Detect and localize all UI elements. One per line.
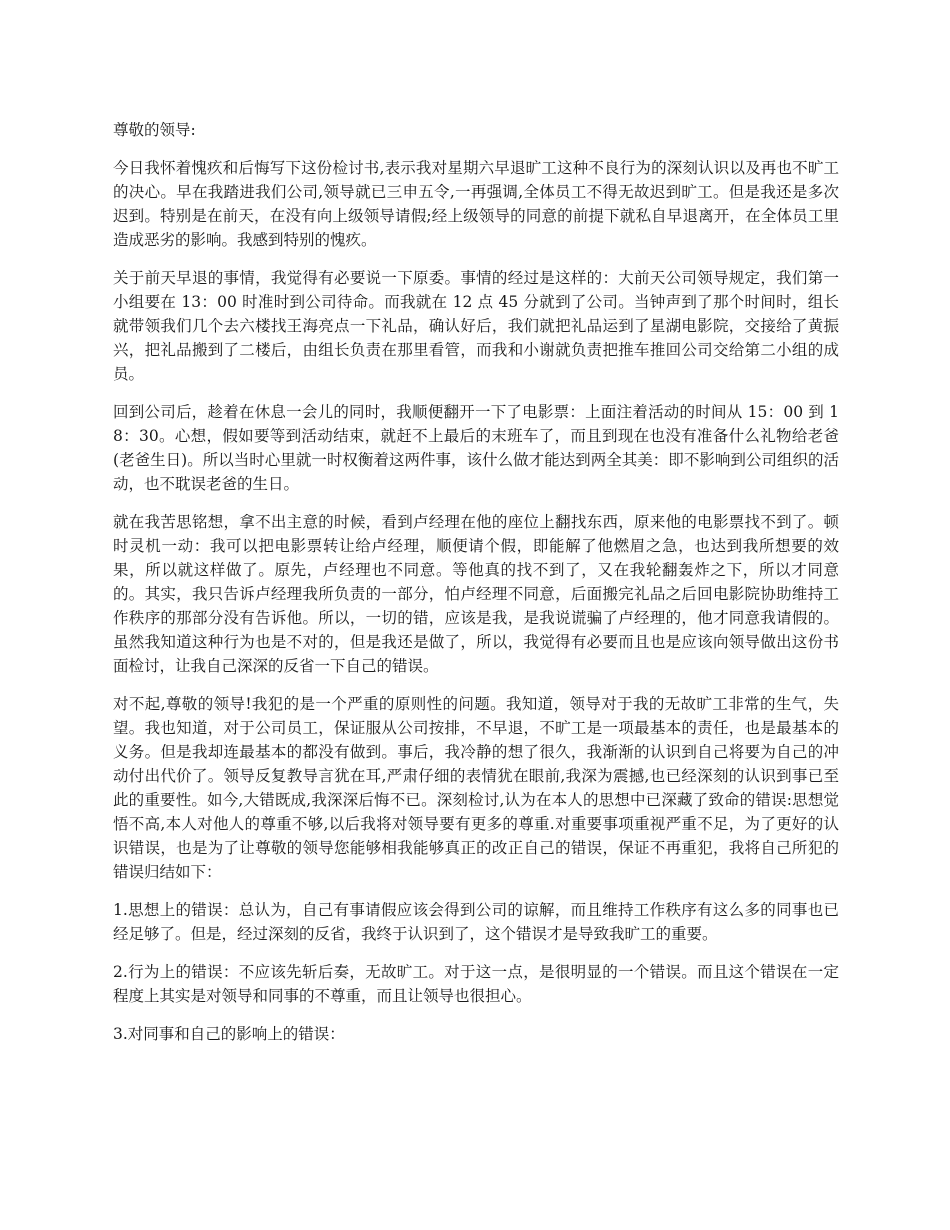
paragraph-apology: 对不起,尊敬的领导!我犯的是一个严重的原则性的问题。我知道，领导对于我的无故旷工非常的生气，失望。我也知道，对于公司员工，保证服从公司按排，不早退，不旷工是一项最基本的责任，也是最基本的义务。但是我却连最基本的都没有做到。事后，我冷静的想了很久，我渐渐的认识到自己将要为自己的冲动付出代价了。领导反复教导言犹在耳,严肃仔细的表情犹在眼前,我深为震撼,也已经深刻的认识到事已至此的重要性。如今,大错既成,我深深后悔不已。深刻检讨,认为在本人的思想中已深藏了致命的错误:思想觉悟不高,本人对他人的尊重不够,以后我将对领导要有更多的尊重.对重要事项重视严重不足，为了更好的认识错误，也是为了让尊敬的领导您能够相我能够真正的改正自己的错误，保证不再重犯，我将自己所犯的错误归结如下： [113,695,839,881]
document-body [113,118,839,1060]
paragraph-error-2: 2.行为上的错误：不应该先斩后奏，无故旷工。对于这一点，是很明显的一个错误。而且这个错误在一定程度上其实是对领导和同事的不尊重，而且让领导也很担心。 [113,963,839,1005]
paragraph-return: 回到公司后，趁着在休息一会儿的同时，我顺便翻开一下了电影票：上面注着活动的时间从 15：00 到 18：30。心想，假如要等到活动结束，就赶不上最后的末班车了，而且到现在也没有准备什么礼物给老爸(老爸生日)。所以当时心里就一时权衡着这两件事，该什么做才能达到两全其美：即不影响到公司组织的活动，也不耽误老爸的生日。 [113,403,839,493]
paragraph-error-3: 3.对同事和自己的影响上的错误： [113,1025,345,1043]
paragraph-background: 关于前天早退的事情，我觉得有必要说一下原委。事情的经过是这样的：大前天公司领导规定，我们第一小组要在 13：00 时准时到公司待命。而我就在 12 点 45 分就到了公司。当钟声到了那个时间时，组长就带领我们几个去六楼找王海亮点一下礼品，确认好后，我们就把礼品运到了星湖电影院，交接给了黄振兴，把礼品搬到了二楼后，由组长负责在那里看管，而我和小谢就负责把推车推回公司交给第二小组的成员。 [113,269,839,383]
paragraph-ticket: 就在我苦思铭想，拿不出主意的时候，看到卢经理在他的座位上翻找东西，原来他的电影票找不到了。顿时灵机一动：我可以把电影票转让给卢经理，顺便请个假，即能解了他燃眉之急，也达到我所想要的效果，所以就这样做了。原先，卢经理也不同意。等他真的找不到了，又在我轮翻轰炸之下，所以才同意的。其实，我只告诉卢经理我所负责的一部分，怕卢经理不同意，后面搬完礼品之后回电影院协助维持工作秩序的那部分没有告诉他。所以，一切的错，应该是我，是我说谎骗了卢经理的，他才同意我请假的。虽然我知道这种行为也是不对的，但是我还是做了，所以，我觉得有必要而且也是应该向领导做出这份书面检讨，让我自己深深的反省一下自己的错误。 [113,513,839,675]
salutation: 尊敬的领导: [113,121,196,139]
paragraph-error-1: 1.思想上的错误：总认为，自己有事请假应该会得到公司的谅解，而且维持工作秩序有这么多的同事也已经足够了。但是，经过深刻的反省，我终于认识到了，这个错误才是导致我旷工的重要。 [113,901,839,943]
paragraph-intro: 今日我怀着愧疚和后悔写下这份检讨书,表示我对星期六早退旷工这种不良行为的深刻认识以及再也不旷工的决心。早在我踏进我们公司,领导就已三申五令,一再强调,全体员工不得无故迟到旷工。但是我还是多次迟到。特别是在前天，在没有向上级领导请假;经上级领导的同意的前提下就私自早退离开，在全体员工里造成恶劣的影响。我感到特别的愧疚。 [113,159,839,249]
